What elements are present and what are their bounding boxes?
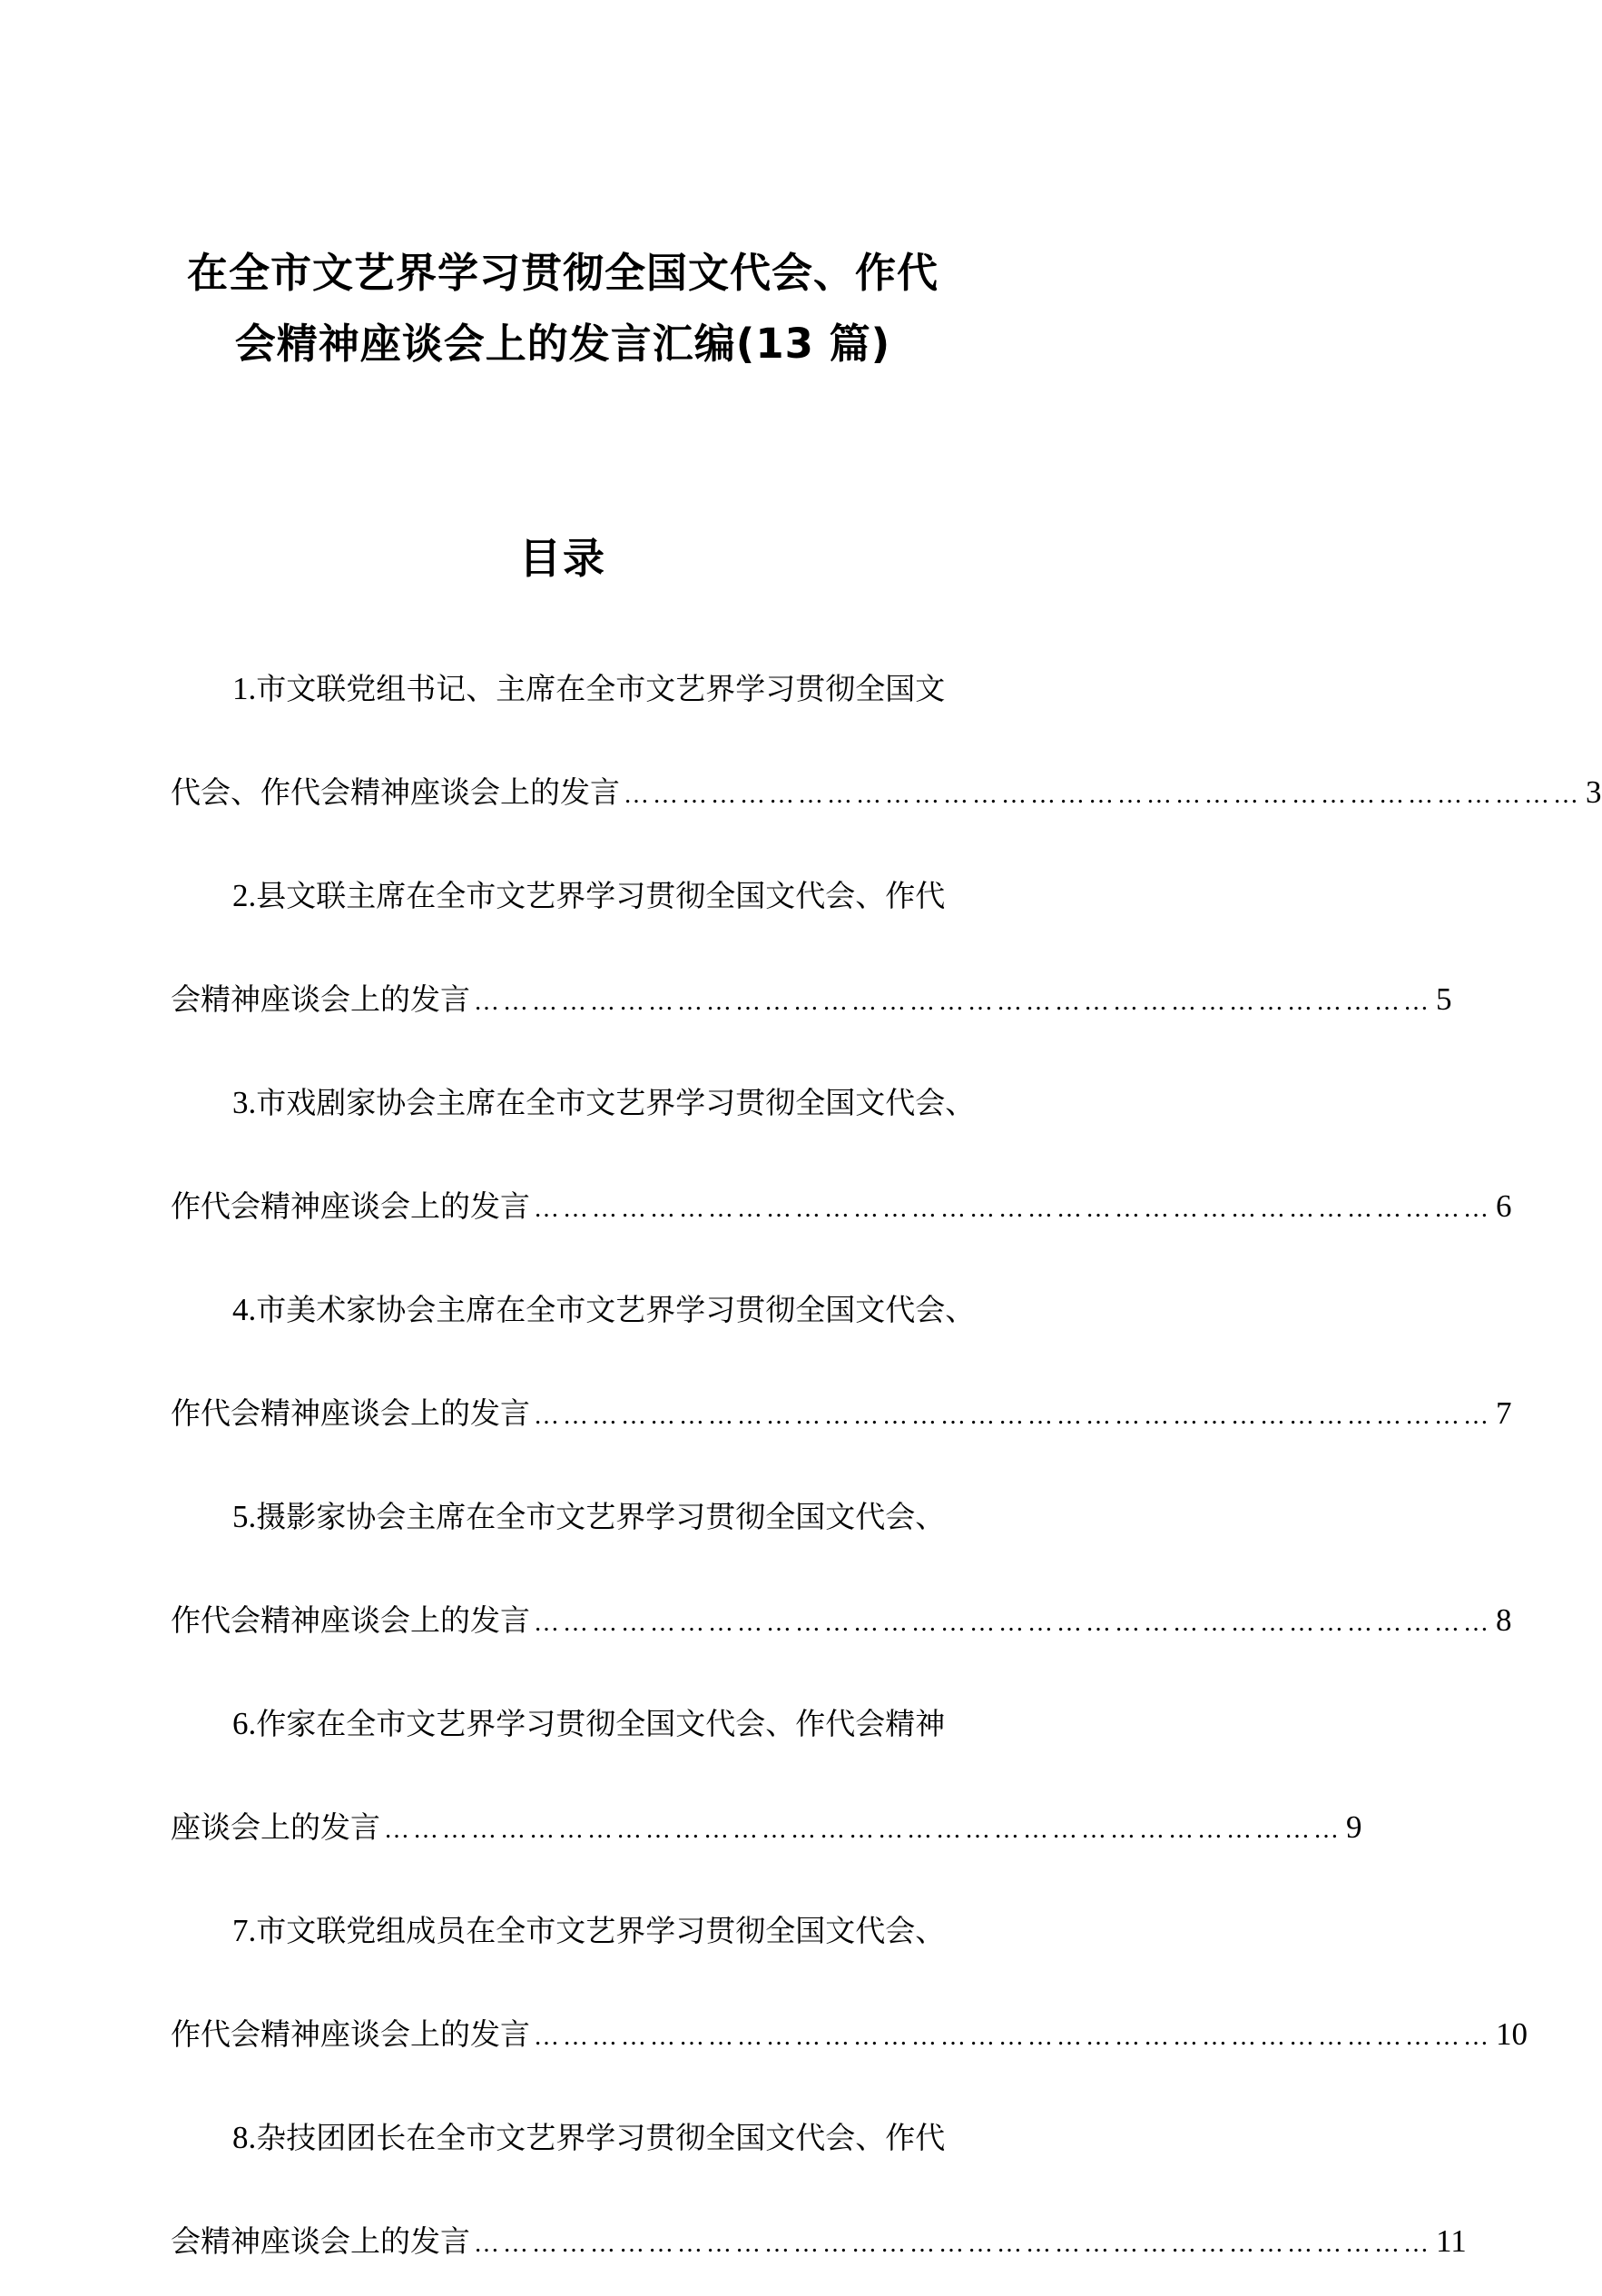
toc-leader-dots: ……………………………………………………………………………………… [474, 2230, 1432, 2258]
toc-entry-title-continued: 作代会精神座谈会上的发言 [171, 1602, 530, 1638]
toc-leader-dots: ……………………………………………………………………………………… [384, 1816, 1342, 1844]
toc-page-number: 8 [1496, 1602, 1512, 1638]
toc-entry-1[interactable] [171, 637, 1602, 844]
toc-entry-number: 2. [232, 878, 257, 913]
toc-entry-title: 摄影家协会主席在全市文艺界学习贯彻全国文代会、 [256, 1499, 946, 1534]
toc-entry-number: 1. [232, 671, 257, 706]
toc-entry-7[interactable] [171, 1879, 1528, 2086]
document-title-line-2: 会精神座谈会上的发言汇编(13 篇) [234, 320, 891, 368]
toc-entry-title: 市戏剧家协会主席在全市文艺界学习贯彻全国文代会、 [256, 1085, 976, 1120]
toc-leader-dots: ……………………………………………………………………………………… [534, 1402, 1492, 1430]
toc-entry-title-continued: 会精神座谈会上的发言 [171, 2223, 470, 2259]
toc-entry-title: 作家在全市文艺界学习贯彻全国文代会、作代会精神 [256, 1706, 946, 1741]
toc-heading: 目录 [519, 534, 606, 583]
toc-page-number: 3 [1586, 774, 1602, 810]
toc-page-number: 10 [1496, 2016, 1528, 2052]
toc-entry-3[interactable] [171, 1051, 1512, 1258]
toc-page-number: 6 [1496, 1188, 1512, 1224]
toc-leader-dots: ……………………………………………………………………………………… [534, 1195, 1492, 1223]
toc-entry-5[interactable] [171, 1465, 1512, 1672]
toc-entry-title-continued: 作代会精神座谈会上的发言 [171, 1395, 530, 1431]
toc-leader-dots: ……………………………………………………………………………………… [474, 988, 1432, 1016]
toc-page-number: 7 [1496, 1395, 1512, 1431]
document-title-line-1: 在全市文艺界学习贯彻全国文代会、作代 [186, 249, 939, 297]
toc-entry-number: 8. [232, 2120, 257, 2155]
toc-entry-title-continued: 座谈会上的发言 [171, 1809, 380, 1845]
toc-entry-title-continued: 作代会精神座谈会上的发言 [171, 2016, 530, 2052]
toc-entry-number: 7. [232, 1913, 257, 1948]
document-title [0, 238, 1125, 379]
toc-entry-6[interactable] [171, 1672, 1362, 1879]
toc-entry-number: 5. [232, 1499, 257, 1534]
toc-entry-title-continued: 作代会精神座谈会上的发言 [171, 1188, 530, 1224]
toc-page-number: 11 [1436, 2223, 1467, 2259]
toc-entry-title: 市美术家协会主席在全市文艺界学习贯彻全国文代会、 [256, 1292, 976, 1327]
toc-entry-number: 6. [232, 1706, 257, 1741]
toc-entry-title-continued: 代会、作代会精神座谈会上的发言 [171, 774, 620, 810]
toc-entry-number: 4. [232, 1292, 257, 1327]
toc-page-number: 5 [1436, 981, 1452, 1017]
toc-page-number: 9 [1346, 1809, 1362, 1845]
toc-entry-title: 市文联党组书记、主席在全市文艺界学习贯彻全国文 [256, 671, 946, 706]
toc-entry-4[interactable] [171, 1258, 1512, 1465]
toc-entry-2[interactable] [171, 844, 1452, 1051]
toc-entry-number: 3. [232, 1085, 257, 1120]
toc-entry-8[interactable] [171, 2086, 1467, 2293]
toc-leader-dots: ……………………………………………………………………………………… [534, 2023, 1492, 2051]
toc-entry-title: 县文联主席在全市文艺界学习贯彻全国文代会、作代 [256, 878, 946, 913]
toc-entry-title: 市文联党组成员在全市文艺界学习贯彻全国文代会、 [256, 1913, 946, 1948]
table-of-contents [171, 637, 1602, 2293]
toc-leader-dots: ……………………………………………………………………………………… [534, 1609, 1492, 1637]
toc-entry-title-continued: 会精神座谈会上的发言 [171, 981, 470, 1017]
toc-leader-dots: ……………………………………………………………………………………… [624, 781, 1582, 809]
toc-entry-title: 杂技团团长在全市文艺界学习贯彻全国文代会、作代 [256, 2120, 946, 2155]
